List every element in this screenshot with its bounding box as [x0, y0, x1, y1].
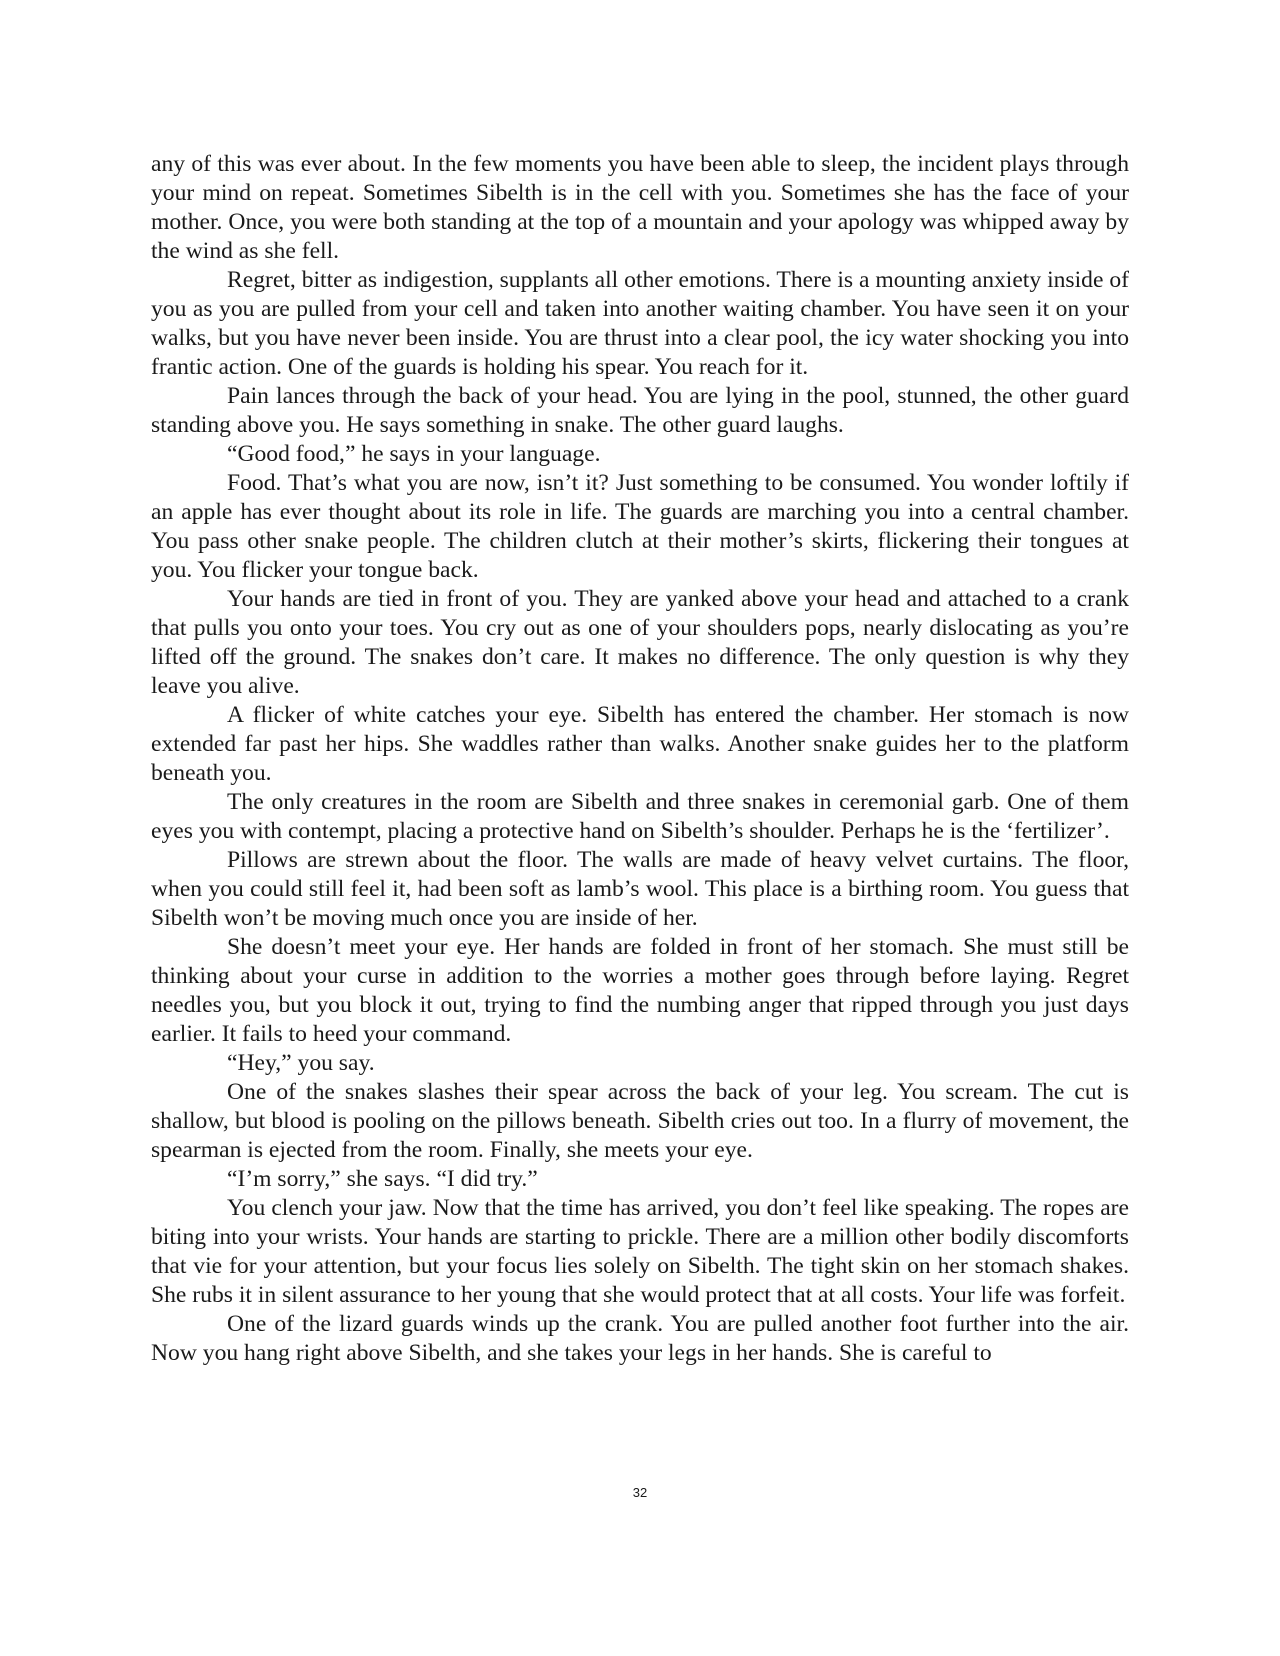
paragraph: any of this was ever about. In the few moments you have been able to sleep, the incident plays through your mind on repeat. Sometimes Sibelth is in the cell with you. Sometimes she has the face of your mother. Once, you were both standing at the top of a mountain and your apology was whipped away by the wind as she fell.: [151, 151, 1129, 264]
paragraph: Pain lances through the back of your head. You are lying in the pool, stunned, the other guard standing above you. He says something in snake. The other guard laughs.: [151, 383, 1129, 438]
paragraph: One of the lizard guards winds up the crank. You are pulled another foot further into the air. Now you hang right above Sibelth, and she takes your legs in her hands. She is careful to: [151, 1311, 1129, 1366]
paragraph: She doesn’t meet your eye. Her hands are folded in front of her stomach. She must still be thinking about your curse in addition to the worries a mother goes through before laying. Regret needles you, but you block it out, trying to find the numbing anger that ripped through you just days earlier. It fails to heed your command.: [151, 934, 1129, 1047]
paragraph: “Hey,” you say.: [227, 1050, 375, 1076]
paragraph: The only creatures in the room are Sibelth and three snakes in ceremonial garb. One of them eyes you with contempt, placing a protective hand on Sibelth’s shoulder. Perhaps he is the ‘fertilizer’.: [151, 789, 1129, 844]
paragraph: “Good food,” he says in your language.: [227, 441, 601, 467]
paragraph: Food. That’s what you are now, isn’t it? Just something to be consumed. You wonder loftily if an apple has ever thought about its role in life. The guards are marching you into a central chamber. You pass other snake people. The children clutch at their mother’s skirts, flickering their tongues at you. You flicker your tongue back.: [151, 470, 1129, 583]
paragraph: A flicker of white catches your eye. Sibelth has entered the chamber. Her stomach is now extended far past her hips. She waddles rather than walks. Another snake guides her to the platform beneath you.: [151, 702, 1129, 786]
paragraph: Regret, bitter as indigestion, supplants all other emotions. There is a mounting anxiety inside of you as you are pulled from your cell and taken into another waiting chamber. You have seen it on your walks, but you have never been inside. You are thrust into a clear pool, the icy water shocking you into frantic action. One of the guards is holding his spear. You reach for it.: [151, 267, 1129, 380]
page-body: [151, 150, 1129, 1368]
paragraph: You clench your jaw. Now that the time has arrived, you don’t feel like speaking. The ropes are biting into your wrists. Your hands are starting to prickle. There are a million other bodily discomforts that vie for your attention, but your focus lies solely on Sibelth. The tight skin on her stomach shakes. She rubs it in silent assurance to her young that she would protect that at all costs. Your life was forfeit.: [151, 1195, 1129, 1308]
paragraph: “I’m sorry,” she says. “I did try.”: [227, 1166, 538, 1192]
paragraph: Pillows are strewn about the floor. The walls are made of heavy velvet curtains. The floor, when you could still feel it, had been soft as lamb’s wool. This place is a birthing room. You guess that Sibelth won’t be moving much once you are inside of her.: [151, 847, 1129, 931]
paragraph: Your hands are tied in front of you. They are yanked above your head and attached to a crank that pulls you onto your toes. You cry out as one of your shoulders pops, nearly dislocating as you’re lifted off the ground. The snakes don’t care. It makes no difference. The only question is why they leave you alive.: [151, 586, 1129, 699]
paragraph: One of the snakes slashes their spear across the back of your leg. You scream. The cut is shallow, but blood is pooling on the pillows beneath. Sibelth cries out too. In a flurry of movement, the spearman is ejected from the room. Finally, she meets your eye.: [151, 1079, 1129, 1163]
page-number: 32: [632, 1485, 648, 1500]
